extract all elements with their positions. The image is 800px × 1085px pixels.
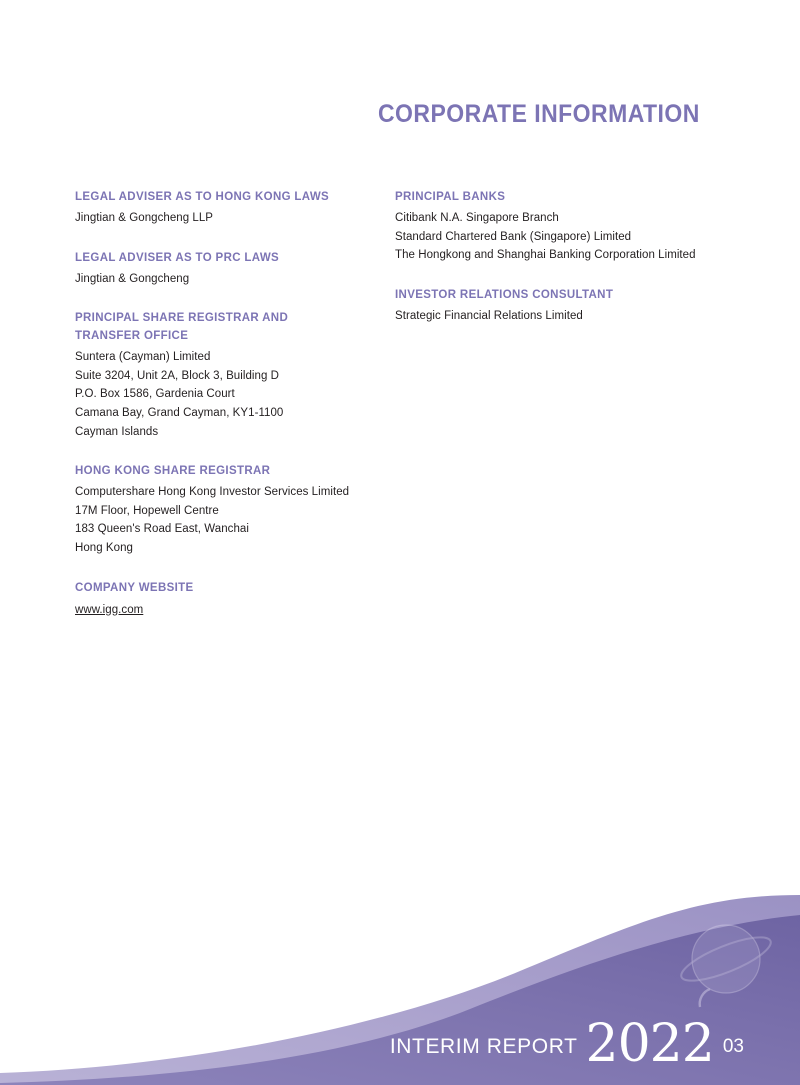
page-number: 03 [722, 1036, 744, 1057]
info-block-investor-relations-consultant [395, 286, 725, 326]
info-block-principal-banks [395, 188, 725, 265]
block-line: Citibank N.A. Singapore Branch [395, 212, 559, 224]
block-heading: PRINCIPAL BANKS [395, 191, 506, 203]
info-block-legal-adviser-prc [75, 249, 395, 289]
report-label: INTERIM REPORT [389, 1035, 578, 1058]
info-block-legal-adviser-hk [75, 188, 395, 228]
block-line: 17M Floor, Hopewell Centre [75, 504, 219, 517]
info-block-hk-share-registrar [75, 462, 395, 557]
block-line: Jingtian & Gongcheng LLP [75, 212, 214, 224]
block-line: Camana Bay, Grand Cayman, KY1-1100 [75, 406, 284, 419]
block-line: Strategic Financial Relations Limited [395, 309, 583, 322]
footer-text [389, 1014, 744, 1074]
block-heading: LEGAL ADVISER AS TO PRC LAWS [75, 251, 280, 264]
block-heading: HONG KONG SHARE REGISTRAR [75, 465, 271, 478]
corporate-information-columns [75, 188, 725, 640]
block-line: Cayman Islands [75, 425, 159, 438]
block-line: The Hongkong and Shanghai Banking Corporation Limited [395, 249, 696, 262]
right-column [395, 188, 725, 346]
block-line: 183 Queen's Road East, Wanchai [75, 523, 249, 536]
block-line: Hong Kong [75, 541, 133, 554]
info-block-principal-share-registrar [75, 309, 395, 441]
left-column [75, 188, 395, 640]
block-line: Computershare Hong Kong Investor Services Limited [75, 486, 350, 499]
block-heading: COMPANY WEBSITE [75, 581, 194, 594]
block-line: P.O. Box 1586, Gardenia Court [75, 388, 235, 401]
block-line: Suite 3204, Unit 2A, Block 3, Building D [75, 369, 280, 382]
block-heading: LEGAL ADVISER AS TO HONG KONG LAWS [75, 191, 330, 203]
block-heading: PRINCIPAL SHARE REGISTRAR AND TRANSFER OFFICE [75, 312, 289, 343]
report-year: 2022 [585, 1014, 714, 1074]
block-line: Suntera (Cayman) Limited [75, 351, 211, 364]
footer-decoration [0, 895, 800, 1085]
info-block-company-website [75, 579, 395, 620]
block-heading: INVESTOR RELATIONS CONSULTANT [395, 288, 614, 301]
block-line: Jingtian & Gongcheng [75, 272, 190, 285]
company-website-link[interactable]: www.igg.com [75, 603, 144, 616]
page-title: CORPORATE INFORMATION [378, 100, 700, 128]
block-line: Standard Chartered Bank (Singapore) Limited [395, 230, 632, 243]
